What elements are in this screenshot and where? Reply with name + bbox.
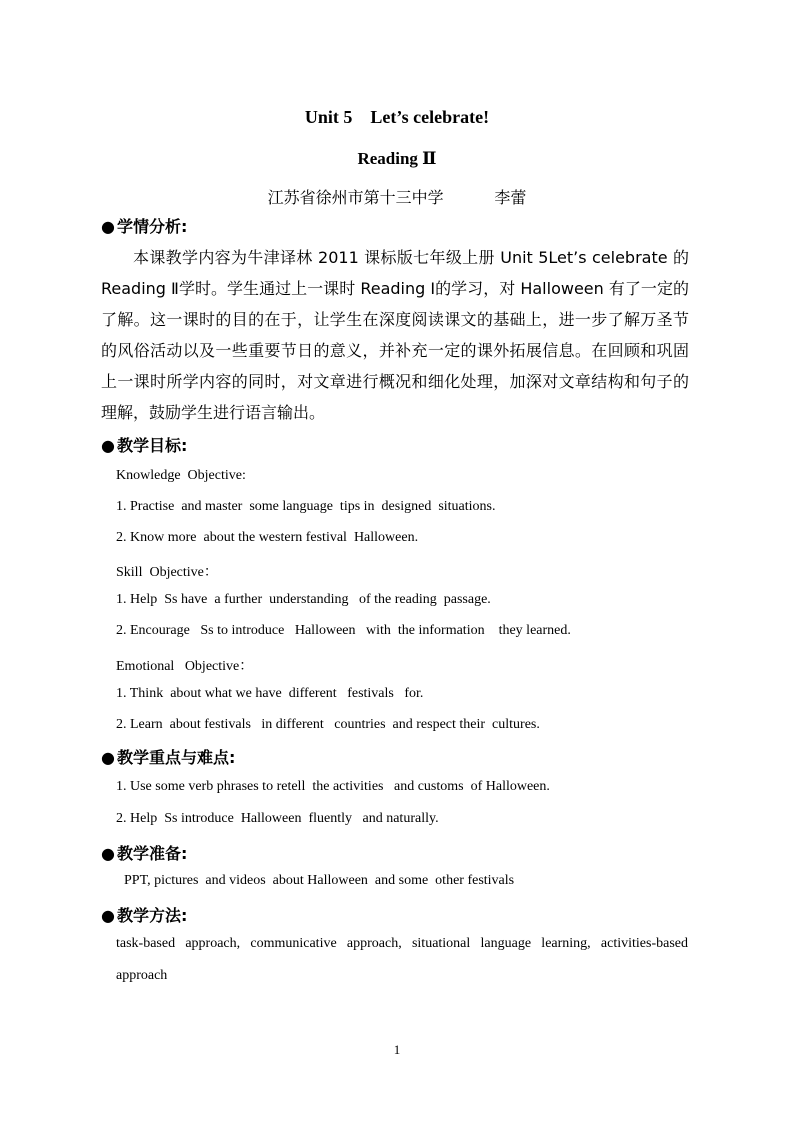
knowledge-objective-item: 1. Practise and master some language tips in designed situations. xyxy=(116,499,496,514)
document-title: Unit 5 Let’s celebrate! xyxy=(304,107,490,127)
section-heading-preparation xyxy=(101,841,187,864)
knowledge-objective-item: 2. Know more about the western festival Halloween. xyxy=(116,530,419,545)
heading-text: 教学目标: xyxy=(116,436,188,455)
bullet-icon: ● xyxy=(101,748,115,767)
emotional-objective-label: Emotional Objective： xyxy=(116,659,254,674)
emotional-objective-item: 2. Learn about festivals in different countries and respect their cultures. xyxy=(116,717,540,732)
section-heading-key-points xyxy=(101,745,235,768)
bullet-icon: ● xyxy=(101,844,115,863)
heading-text: 教学重点与难点: xyxy=(116,748,236,767)
bullet-icon: ● xyxy=(101,436,115,455)
skill-objective-item: 1. Help Ss have a further understanding of the reading passage. xyxy=(116,592,491,607)
document-subtitle: Reading Ⅱ xyxy=(357,149,437,168)
heading-text: 教学准备: xyxy=(116,844,188,863)
knowledge-objective-label: Knowledge Objective: xyxy=(116,468,246,483)
preparation-text: PPT, pictures and videos about Halloween and some other festivals xyxy=(124,873,515,888)
analysis-paragraph: 本课教学内容为牛津译林 2011 课标版七年级上册 Unit 5Let’s celebrate 的 Reading Ⅱ学时。学生通过上一课时 Reading Ⅰ的学习，对 Halloween 有了一定的了解。这一课时的目的在于，让学生在深度阅读课文的基础上，进一步了解万圣节的风俗活动以及一些重要节日的意义，并补充一定的课外拓展信息。在回顾和巩固上一课时所学内容的同时，对文章进行概况和细化处理，加深对文章结构和句子的理解，鼓励学生进行语言输出。 xyxy=(101,248,689,422)
section-heading-objectives xyxy=(101,433,187,456)
skill-objective-label: Skill Objective： xyxy=(116,565,218,580)
key-point-item: 2. Help Ss introduce Halloween fluently and naturally. xyxy=(116,811,439,826)
bullet-icon: ● xyxy=(101,217,115,236)
bullet-icon: ● xyxy=(101,906,115,925)
emotional-objective-item: 1. Think about what we have different festivals for. xyxy=(116,686,424,701)
section-heading-methods xyxy=(101,903,187,926)
page-number: 1 xyxy=(393,1042,401,1057)
author-line: 江苏省徐州市第十三中学 李蕾 xyxy=(267,188,527,207)
key-point-item: 1. Use some verb phrases to retell the activities and customs of Halloween. xyxy=(116,779,550,794)
heading-text: 学情分析: xyxy=(116,217,188,236)
skill-objective-item: 2. Encourage Ss to introduce Halloween with the information they learned. xyxy=(116,623,571,638)
heading-text: 教学方法: xyxy=(116,906,188,925)
methods-text: task-based approach, communicative approach, situational language learning, activities-based approach xyxy=(116,936,688,983)
section-heading-analysis xyxy=(101,214,187,237)
